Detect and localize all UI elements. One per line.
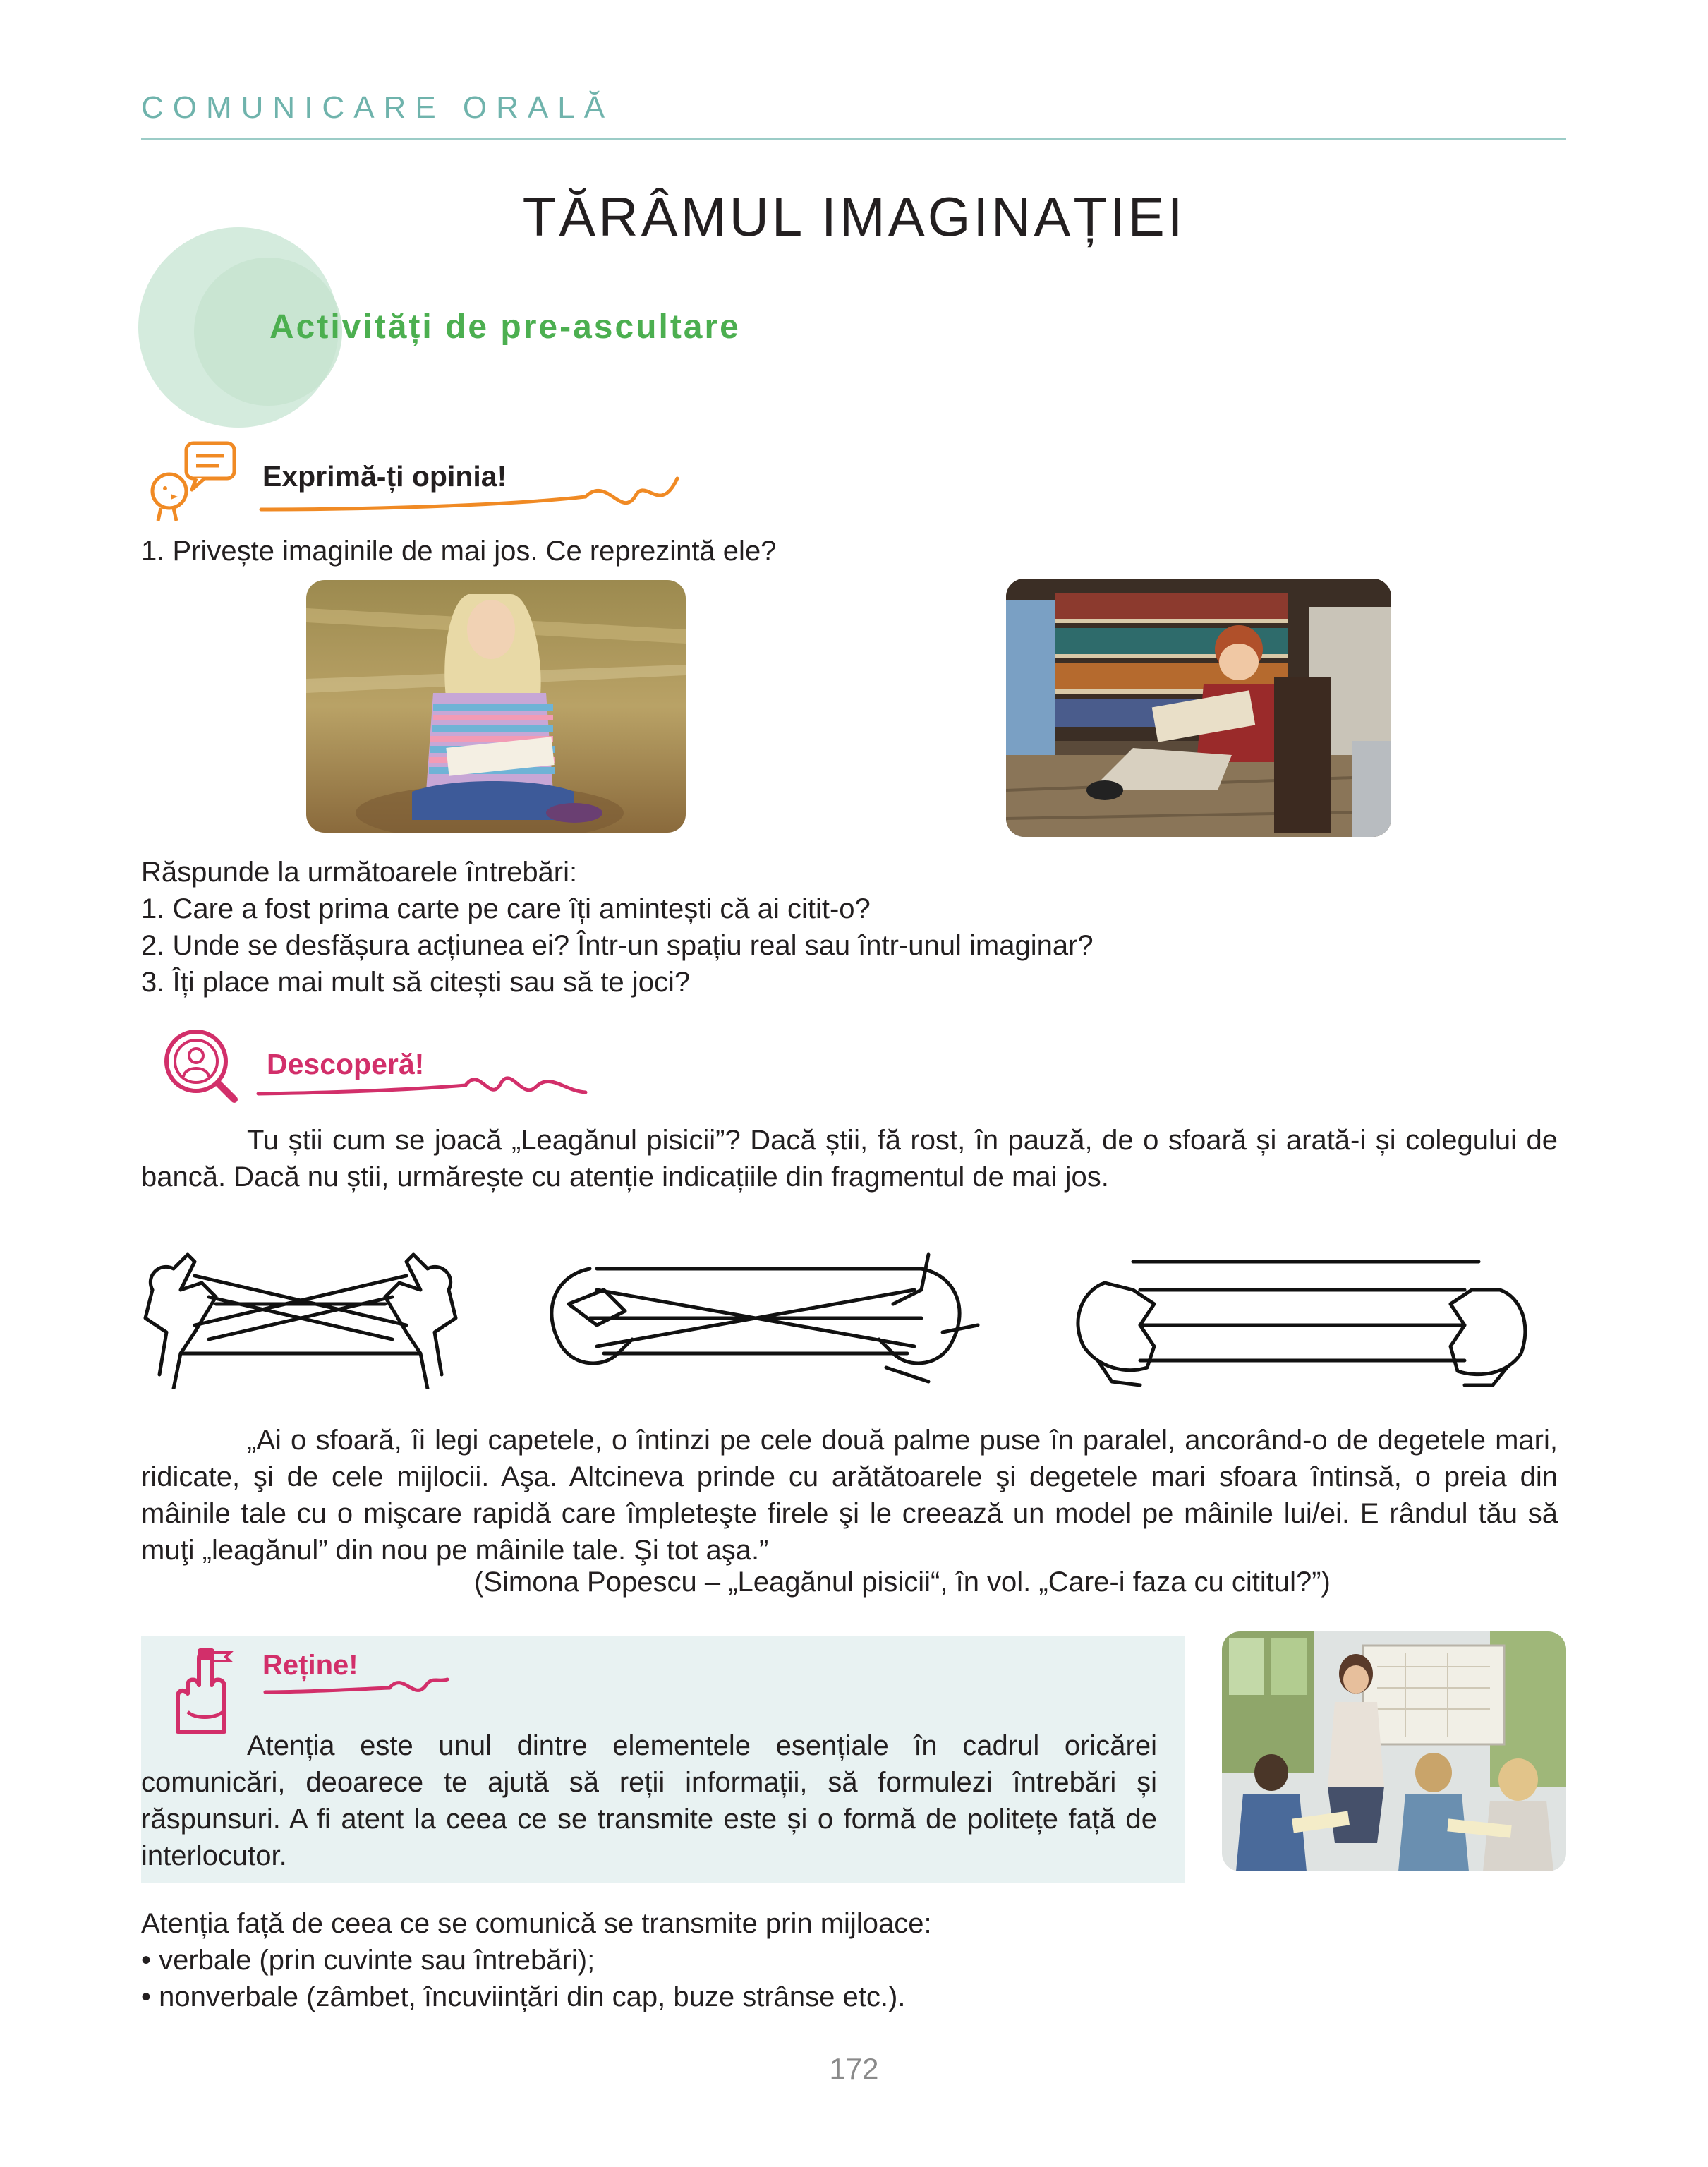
question-item: 1. Care a fost prima carte pe care îți amintești că ai citit-o?	[141, 893, 871, 924]
quote-citation: (Simona Popescu – „Leagănul pisicii“, în vol. „Care-i faza cu cititul?”)	[474, 1567, 1331, 1598]
means-intro: Atenția față de ceea ce se comunică se transmite prin mijloace:	[141, 1908, 932, 1939]
subtitle: Activități de pre-ascultare	[269, 308, 741, 346]
means-section	[141, 1905, 932, 2015]
questions-intro: Răspunde la următoarele întrebări:	[141, 857, 578, 888]
pink-squiggle-small	[262, 1668, 453, 1710]
means-item: • verbale (prin cuvinte sau întrebări);	[141, 1945, 595, 1976]
discover-paragraph	[141, 1122, 1558, 1195]
cats-cradle-illustrations	[138, 1248, 1535, 1389]
remember-text: Atenția este unul dintre elementele esențiale în cadrul oricărei comunicări, deoarece te ajută să reții informații, să formulezi întrebări și răspunsuri. A fi atent la ceea ce se transmite este și o formă de politețe față de interlocutor.	[141, 1730, 1157, 1871]
discover-heading: Descoperă!	[267, 1048, 425, 1080]
photo-boy-reading	[1006, 579, 1391, 837]
photo-girl-reading	[306, 580, 686, 833]
question-item: 2. Unde se desfășura acțiunea ei? Într-un spațiu real sau într-unul imaginar?	[141, 930, 1094, 961]
pointing-hand-icon	[159, 1644, 244, 1736]
question-item: 3. Îți place mai mult să citești sau să te joci?	[141, 967, 691, 998]
quote-text: „Ai o sfoară, îi legi capetele, o întinzi pe cele două palme puse în paralel, ancorând-o de degetele mari, ridicate, şi de cele mijlocii. Aşa. Altcineva prinde cu arătătoarele şi degetele mari sfoara întinsă, o preia din mâinile tale cu o mişcare rapidă care împleteşte firele şi le creează un model pe mâinile lui/ei. E rândul tău să muţi „leagănul” din nou pe mâinile tale. Şi tot aşa.”	[141, 1425, 1558, 1566]
chick-speech-icon	[145, 439, 241, 525]
illustration-step-3	[1078, 1262, 1525, 1385]
question-list	[141, 854, 1094, 1001]
means-item: • nonverbale (zâmbet, încuviințări din cap, buze strânse etc.).	[141, 1981, 906, 2012]
section-label: COMUNICARE ORALĂ	[141, 90, 614, 125]
magnifier-person-icon	[157, 1023, 248, 1109]
photo-classroom	[1222, 1631, 1566, 1871]
page-title: TĂRÂMUL IMAGINAȚIEI	[522, 186, 1186, 248]
pink-squiggle	[254, 1051, 593, 1108]
quote-paragraph	[141, 1422, 1558, 1569]
discover-text: Tu știi cum se joacă „Leagănul pisicii”? Dacă știi, fă rost, în pauză, de o sfoară și arată-i și colegului de bancă. Dacă nu știi, urmărește cu atenție indicațiile din fragmentul de mai jos.	[141, 1125, 1558, 1193]
opinion-question: 1. Privește imaginile de mai jos. Ce reprezintă ele?	[141, 536, 777, 567]
illustration-step-1	[145, 1255, 456, 1389]
remember-heading: Reține!	[262, 1650, 358, 1681]
opinion-heading: Exprimă-ți opinia!	[262, 460, 507, 493]
page-number: 172	[829, 2052, 879, 2085]
illustration-step-2	[552, 1255, 978, 1382]
remember-paragraph	[141, 1727, 1157, 1874]
section-divider	[141, 138, 1566, 140]
orange-squiggle	[254, 469, 691, 518]
